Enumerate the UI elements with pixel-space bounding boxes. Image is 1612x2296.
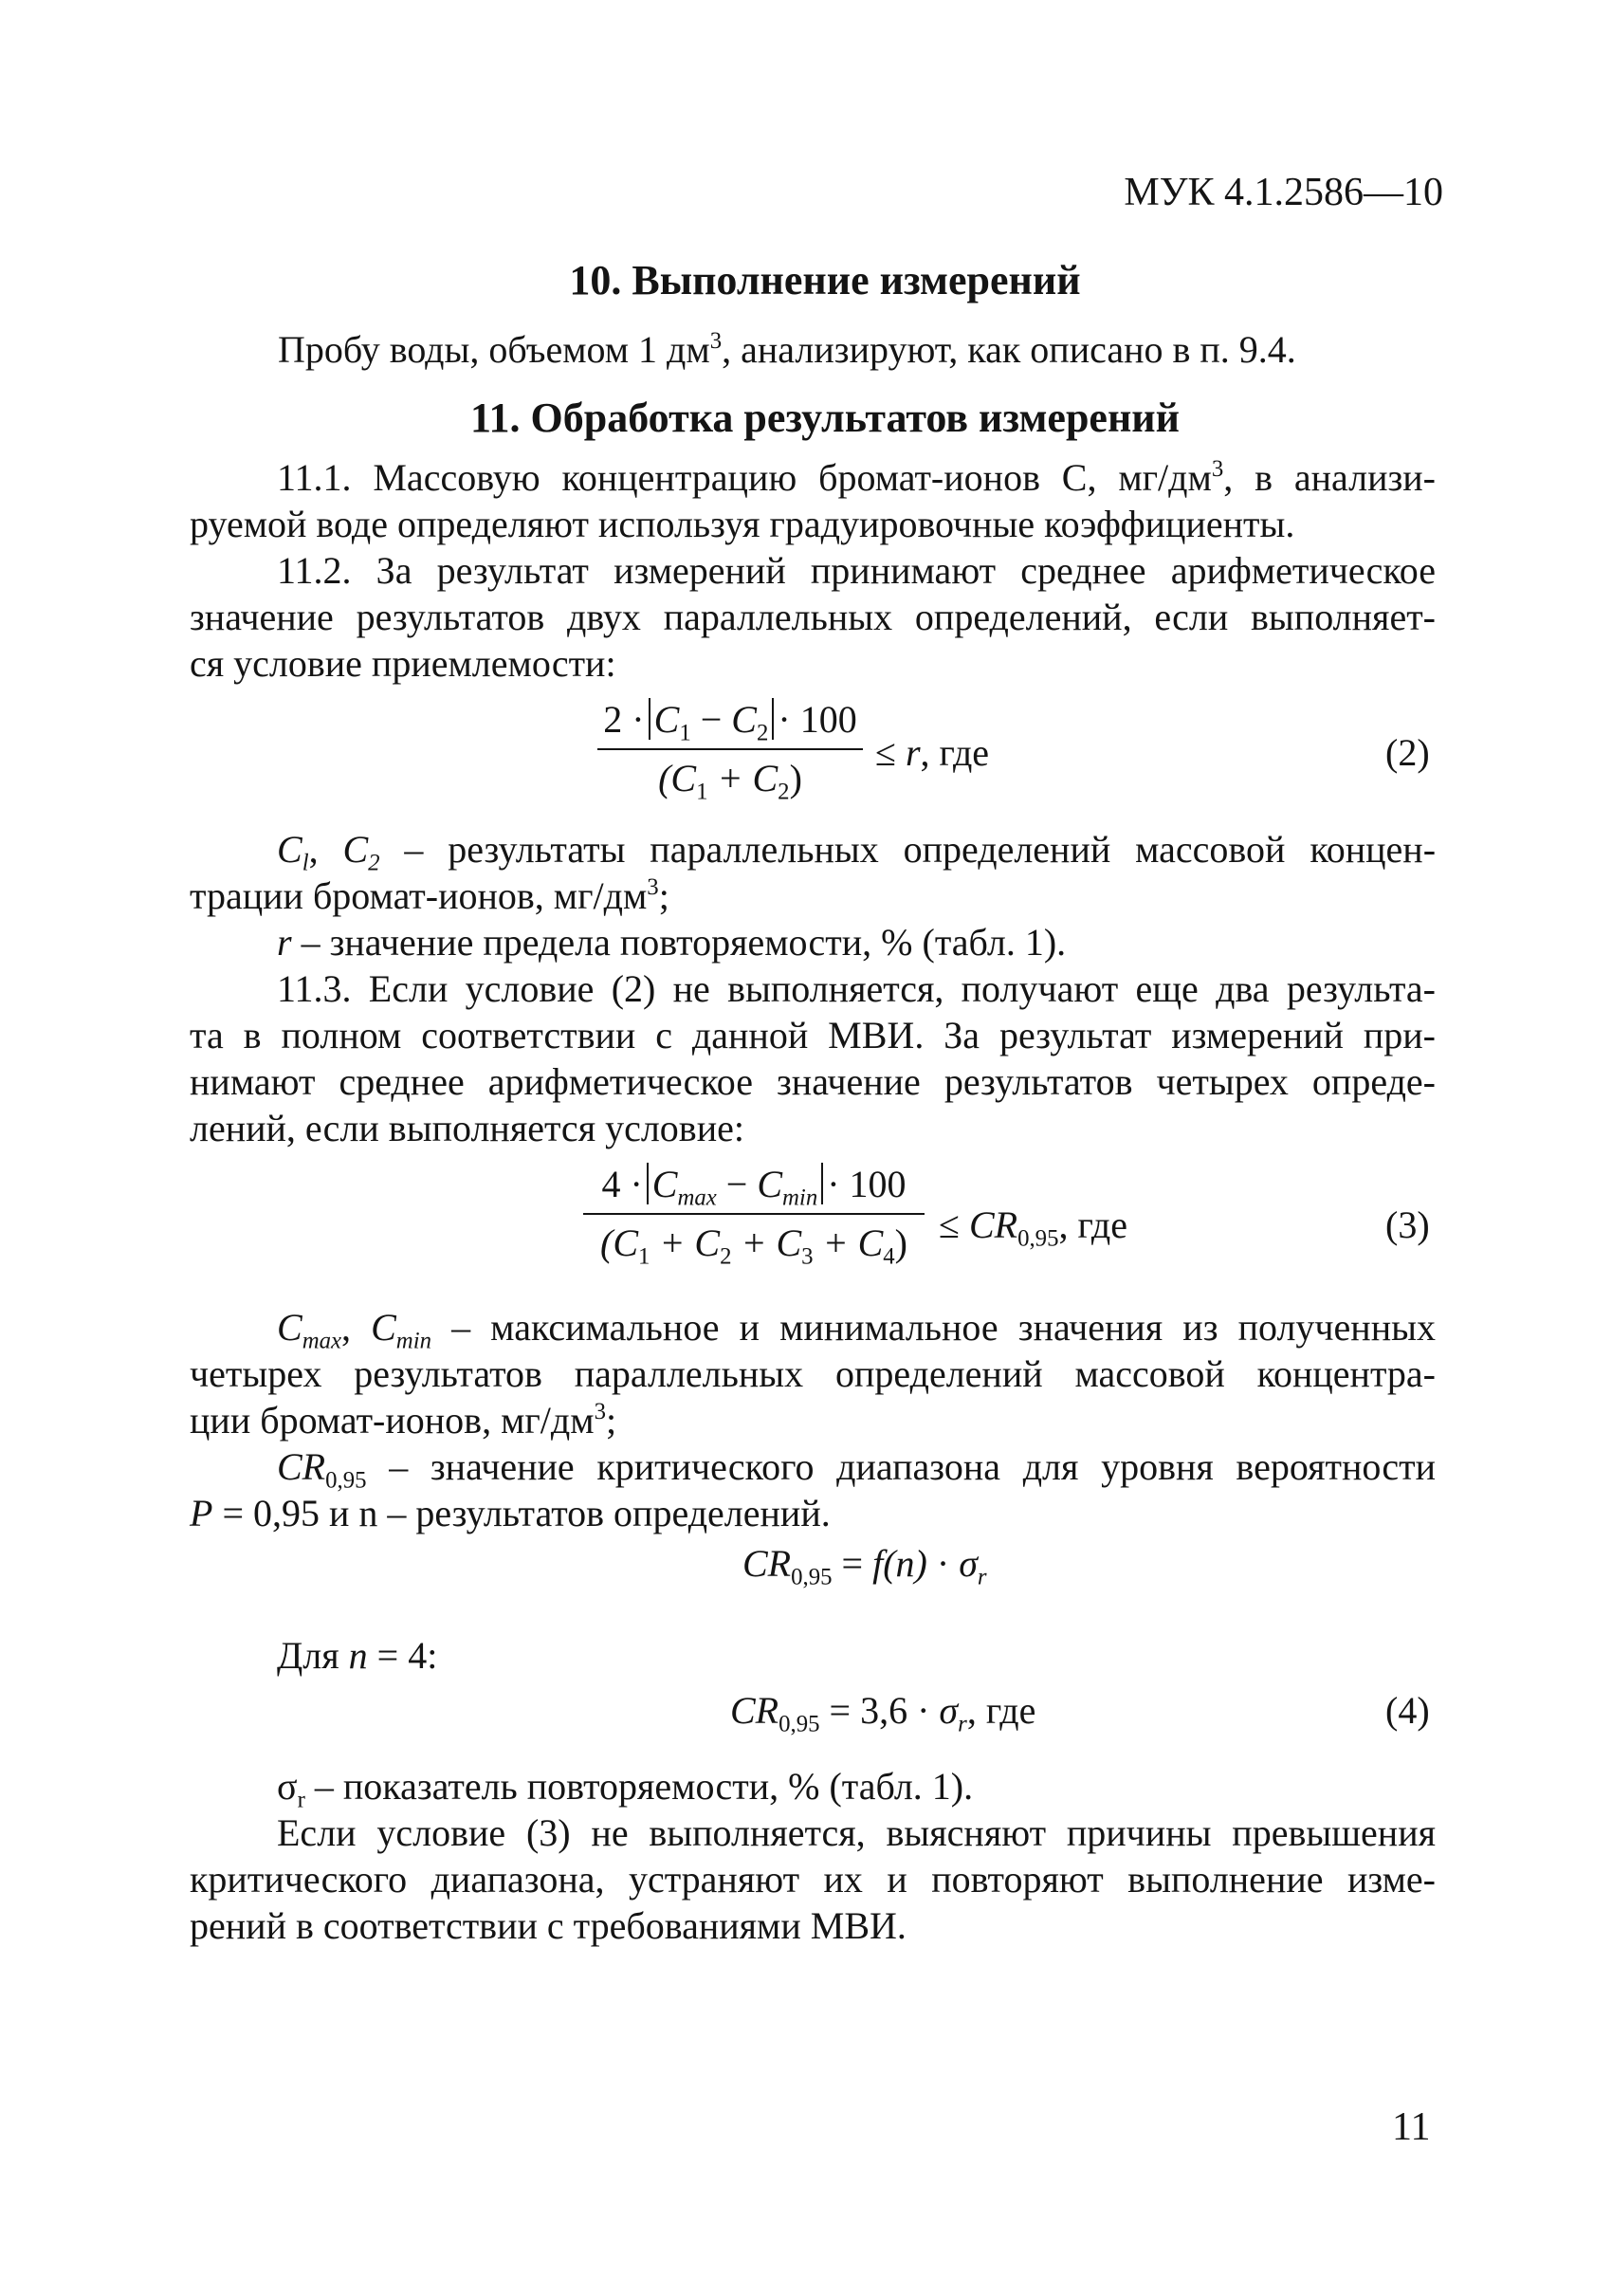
final-line2: критического диапазона, устраняют их и повторяют выполнение изме- (190, 1858, 1436, 1901)
p11-2-line2: значение результатов двух параллельных определений, если выполняет- (190, 596, 1436, 638)
p11-2-line3: ся условие приемлемости: (190, 642, 616, 685)
defs3-line1: $C_{max}$, $C_{min}$ – максимальное и минимальное значения из полученных (277, 1306, 1436, 1354)
formula-2-fraction: $2 \cdot C_1 - C_2 \cdot 100$ $(C_1 + C_2)$ (597, 697, 863, 801)
formula-3-fraction: $4 \cdot C_{max} - C_{min} \cdot 100$ $(C_1 + C_2 + C_3 + C_4)$ (583, 1162, 925, 1266)
p11-1-line1: 11.1. Массовую концентрацию бромат-ионов С, $мг/дм^3$, в анализи- (277, 456, 1437, 499)
defs3-line2: четырех результатов параллельных определений массовой концентра- (190, 1352, 1436, 1395)
sigma-def: $\sigma_r$ – показатель повторяемости, % (табл. 1). (277, 1765, 974, 1813)
formula-3-rhs: ≤ $CR_{0,95}$, где (939, 1203, 1128, 1252)
p11-3-line1: 11.3. Если условие (2) не выполняется, получают еще два результа- (277, 967, 1436, 1010)
formula-2-rhs: ≤ r, где (875, 731, 990, 774)
final-line1: Если условие (3) не выполняется, выясняют причины превышения (277, 1811, 1436, 1854)
defs3-p-line: P = 0,95 и n – результатов определений. (190, 1492, 831, 1534)
formula-4-number: (4) (1385, 1689, 1430, 1732)
section-11-title: 11. Обработка результатов измерений (469, 395, 1181, 441)
p11-3-line4: лений, если выполняется условие: (190, 1107, 744, 1149)
section-10-title: 10. Выполнение измерений (569, 257, 1081, 303)
p11-1-line2: руемой воде определяют используя градуировочные коэффициенты. (190, 503, 1295, 545)
defs2-line2: трации бромат-ионов, $мг/дм^3$; (190, 874, 669, 917)
defs3-line3: ции бромат-ионов, $мг/дм^3$; (190, 1399, 617, 1442)
formula-2-number: (2) (1385, 731, 1430, 774)
p11-3-line3: нимают среднее арифметическое значение результатов четырех опреде- (190, 1060, 1436, 1103)
page-number: 11 (1392, 2105, 1431, 2149)
doc-code: МУК 4.1.2586—10 (1124, 171, 1443, 214)
formula-4: $CR_{0,95} = 3,6 \cdot \sigma_r$, где (730, 1689, 1036, 1737)
p11-3-line2: та в полном соответствии с данной МВИ. За результат измерений при- (190, 1014, 1436, 1056)
section-10-text: Пробу воды, объемом 1 $дм^3$, анализируют, как описано в п. 9.4. (278, 328, 1296, 371)
defs3-cr-line: $CR_{0,95}$ – значение критического диапазона для уровня вероятности (277, 1445, 1436, 1494)
defs2-r-line: r – значение предела повторяемости, % (табл. 1). (277, 921, 1067, 964)
formula-3-number: (3) (1385, 1203, 1430, 1246)
formula-f: $CR_{0,95} = f(n) \cdot \sigma_r$ (742, 1542, 987, 1590)
defs2-line1: $C_l$, $C_2$ – результаты параллельных определений массовой концен- (277, 828, 1437, 876)
final-line3: рений в соответствии с требованиями МВИ. (190, 1904, 907, 1947)
p11-2-line1: 11.2. За результат измерений принимают среднее арифметическое (277, 549, 1436, 592)
for-n-line: Для n = 4: (277, 1634, 438, 1677)
